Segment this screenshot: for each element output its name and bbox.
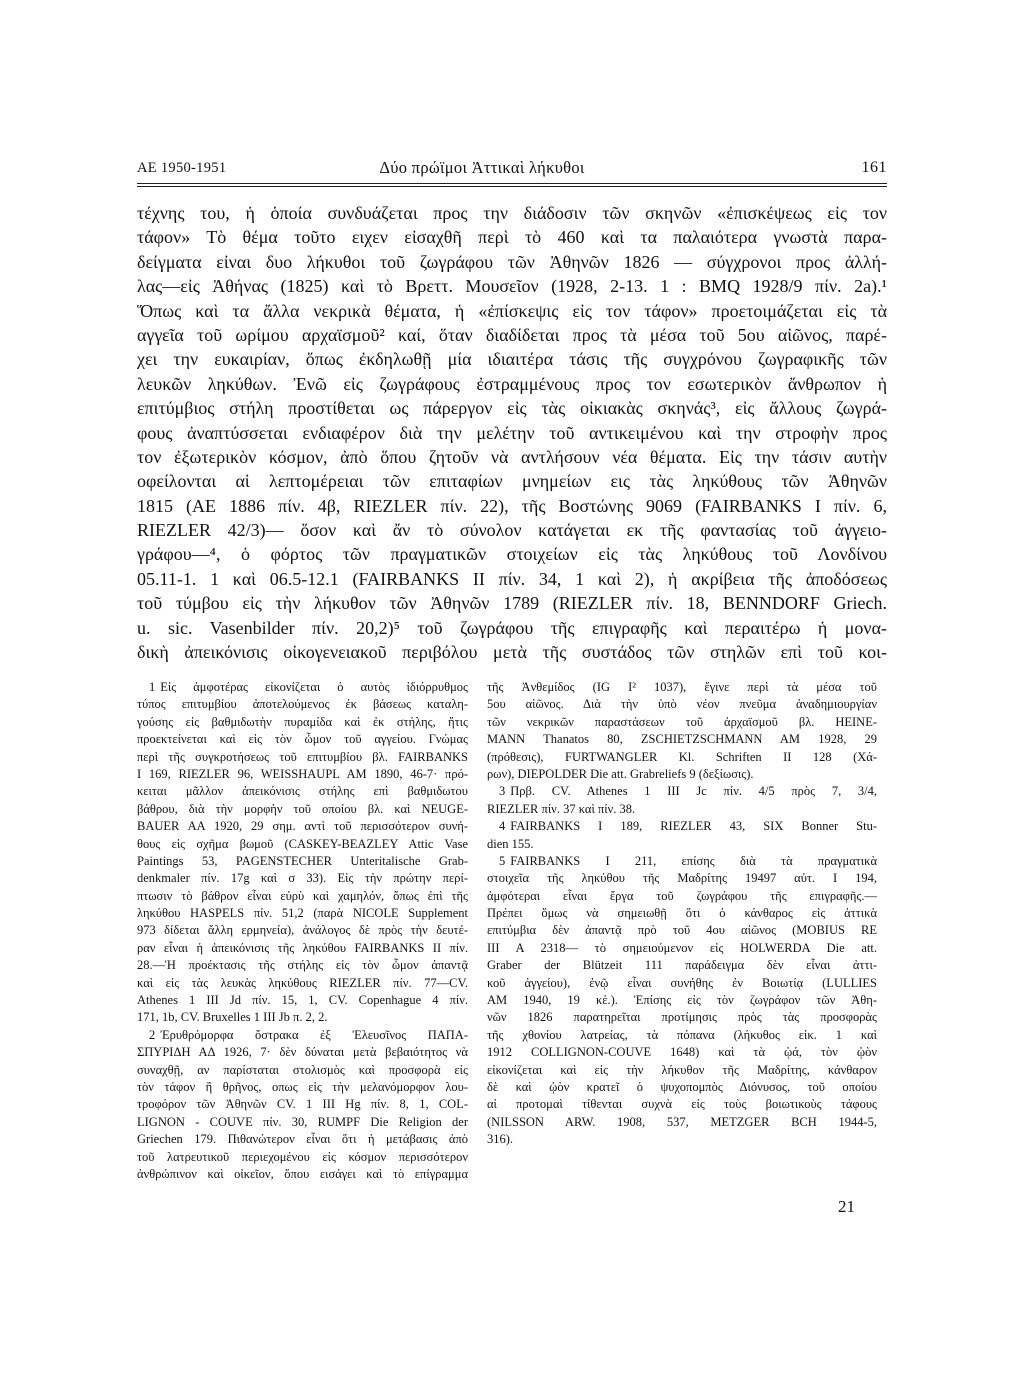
- body-line: οφείλονται αἱ λεπτομέρειαι τῶν επιταφίων μνημείων εις τὰς ληκύθους τῶν Ἀθηνῶν: [137, 471, 887, 492]
- footnote-line: 1912 COLLIGNON-COUVE 1648) καὶ τὰ ᾠά, τὸν ᾠὸν: [487, 1045, 877, 1060]
- header-rule: [137, 186, 887, 187]
- footnote-line: ἀνθρώπινον καὶ οἰκεῖον, ὅπου εισάγει καὶ τὸ επίγραμμα: [137, 1166, 468, 1181]
- footnote-line: τῆς Ἀνθεμίδος (IG I² 1037), ἔγινε περὶ τὰ μέσα τοῦ: [487, 680, 877, 694]
- footnote-line: ληκύθου HASPELS πίν. 51,2 (παρὰ NICOLE Supplement: [137, 906, 468, 921]
- footnote-1: [137, 679, 468, 1027]
- footnote-line: 5ου αἰῶνος. Διὰ τὴν ὑπὸ νέον πνεῦμα ἀναδημιουργίαν: [487, 697, 877, 712]
- footnote-line: denkmaler πίν. 17g καὶ σ 33). Εἰς τὴν πρώτην περί-: [137, 871, 468, 886]
- footnote-line: προεκτείνεται καὶ εἰς τὸν ὦμον τοῦ αγγείου. Γνώμας: [137, 732, 468, 747]
- footnote-continuation: [487, 679, 877, 783]
- footnote-line: τῶν νεκρικῶν παραστάσεων τοῦ ἀρχαϊσμοῦ βλ. HEINE-: [487, 714, 877, 729]
- footnote-number: 4: [499, 819, 506, 834]
- footnote-line: θους εἰς σχῆμα βωμοῦ (CASKEY-BEAZLEY Attic Vase: [137, 836, 468, 851]
- footnote-line: AM 1940, 19 κἑ.). Ἐπίσης εἰς τὸν ζωγράφον τῶν Ἀθη-: [487, 993, 877, 1008]
- footnote-number: 5: [499, 853, 506, 868]
- body-line: δικὴ ἀπεικόνισις οἰκογενειακοῦ περιβόλου μετὰ τῆς συστάδος τῶν στηλῶν επὶ τοῦ κοι-: [137, 642, 887, 663]
- footnote-5: [487, 853, 877, 1149]
- footnote-line: I 169, RIEZLER 96, WEISSHAUPL AM 1890, 46-7· πρό-: [137, 766, 468, 781]
- footnote-line: BAUER AA 1920, 29 σημ. αντὶ τοῦ περισσότερον συνή-: [137, 819, 468, 834]
- footnote-line: Graber der Blützeit 111 παράδειγμα δὲν εἶναι ἀττι-: [487, 958, 877, 973]
- footnote-number: 1: [149, 680, 156, 694]
- footnote-line: εἰκονίζεται καὶ εἰς τὴν λήκυθον τῆς Μαδρίτης, κάνθαρον: [487, 1062, 877, 1077]
- body-line: τον ἐξωτερικὸν κόσμον, ἀπὸ ὅπου ζητοῦν νὰ αντλήσουν νέα θέματα. Εἰς την τάσιν αυτὴν: [137, 446, 887, 467]
- footnote-line: καὶ εἰς τὰς λευκὰς ληκύθους RIEZLER πίν. 77—CV.: [137, 975, 468, 990]
- body-line: επιτύμβιος στήλη προστίθεται ως πάρεργον εἰς τὰς οἰκιακὰς σκηνάς³, εἰς ἄλλους ζωγρά-: [137, 398, 887, 419]
- body-line: τέχνης του, ἡ ὁποία συνδυάζεται προς την διάδοσιν τῶν σκηνῶν «ἐπισκέψεως εἰς τον: [137, 203, 887, 223]
- body-line: u. sic. Vasenbilder πίν. 20,2)⁵ τοῦ ζωγράφου τῆς επιγραφῆς καὶ περαιτέρω ἡ μονα-: [137, 617, 887, 638]
- body-line: φους ἀναπτύσσεται ενδιαφέρον διὰ την μελέτην τοῦ αντικειμένου καὶ την στροφὴν προς: [137, 422, 887, 443]
- footnote-line: Athenes 1 III Jd πίν. 15, 1, CV. Copenhague 4 πίν.: [137, 993, 468, 1008]
- body-line: RIEZLER 42/3)— ὅσον καὶ ἄν τὸ σύνολον κατάγεται εκ τῆς φαντασίας τοῦ ἀγγειο-: [137, 520, 887, 541]
- footnote-line: [137, 1027, 468, 1044]
- page-number: 161: [861, 159, 887, 176]
- body-line: λευκῶν ληκύθων. Ἐνῶ εἰς ζωγράφους ἐστραμμένους προς τον εσωτερικὸν ἄνθρωπον ἡ: [137, 373, 887, 394]
- footnote-line: τῆς χθονίου λατρείας, τὰ πόπανα (λήκυθος εἰκ. 1 καὶ: [487, 1027, 877, 1042]
- footnote-line: RIEZLER πίν. 37 καὶ πίν. 38.: [487, 801, 636, 816]
- footnote-line: 973 δίδεται ἄλλη ερμηνεία), ἀνάλογος δὲ πρὸς τὴν δευτέ-: [137, 923, 468, 938]
- footnote-line: (πρόθεσις), FURTWANGLER Kl. Schriften II 128 (Χά-: [487, 749, 877, 764]
- footnote-line: 171, 1b, CV. Bruxelles 1 III Jb π. 2, 2.: [137, 1010, 328, 1025]
- body-line: γράφου—⁴, ὁ φόρτος τῶν πραγματικῶν στοιχείων εἰς τὰς ληκύθους τοῦ Λονδίνου: [137, 544, 887, 565]
- body-line: λας—εἰς Ἀθήνας (1825) καὶ τὸ Βρεττ. Μουσεῖον (1928, 2-13. 1 : BMQ 1928/9 πίν. 2a).¹: [137, 276, 887, 297]
- footnote-line: ἀμφότεραι εἶναι ἔργα τοῦ ζωγράφου τῆς επιγραφῆς.—: [487, 888, 877, 903]
- footnote-line: επιτύμβια δὲν ἀπαντᾷ πρὸ τοῦ 4ου αἰῶνος (MOBIUS RE: [487, 923, 877, 938]
- footnote-line: [137, 679, 468, 696]
- body-line: 1815 (ΑΕ 1886 πίν. 4β, RIEZLER πίν. 22), τῆς Βοστώνης 9069 (FAIRBANKS I πίν. 6,: [137, 495, 887, 516]
- footnote-line: πτωσιν τὸ βάθρον εἶναι εὐρὺ καὶ χαμηλόν, ὅπως ἐπὶ τῆς: [137, 888, 468, 903]
- footnote-line: Griechen 179. Πιθανώτερον εἶναι ὅτι ἡ μετάβασις ἀπὸ: [137, 1132, 468, 1147]
- footnote-text: FAIRBANKS I 211, επίσης διὰ τὰ πραγματικὰ: [510, 853, 877, 868]
- body-line: αγγεῖα τοῦ ωρίμου αρχαϊσμοῦ² καί, ὅταν διαδίδεται προς τὰ μέσα τοῦ 5ου αἰῶνος, παρέ-: [137, 324, 887, 345]
- footnote-line: νῶν 1826 παρατηρεῖται προτίμησις πρὸς τὰς προσφορὰς: [487, 1010, 877, 1025]
- footnote-line: δὲ καὶ ᾠὸν κρατεῖ ὁ ψυχοπομπὸς Διόνυσος, τοῦ οποίου: [487, 1079, 877, 1094]
- running-head-title: Δύο πρώϊμοι Ἀττικαὶ λήκυθοι: [379, 158, 585, 177]
- body-line: Ὅπως καὶ τα ἄλλα νεκρικὰ θέματα, ἡ «ἐπίσκεψις εἰς τον τάφον» προετοιμάζεται εἰς τὰ: [137, 300, 887, 321]
- footnote-line: αἱ προτομαὶ τίθενται συχνὰ εἰς τοὺς βοιωτικοὺς τάφους: [487, 1097, 877, 1112]
- footnote-line: κειται μᾶλλον ἀπεικόνισις στήλης επὶ βαθμιδωτου: [137, 784, 468, 799]
- running-head-journal: ΑΕ 1950-1951: [137, 160, 227, 176]
- body-line: τοῦ τύμβου εἰς τὴν λήκυθον τῶν Ἀθηνῶν 1789 (RIEZLER πίν. 18, BENNDORF Griech.: [137, 593, 887, 614]
- footnote-line: ρων), DIEPOLDER Die att. Grabreliefs 9 (δεξίωσις).: [487, 766, 754, 781]
- footnotes-right-column: [487, 679, 877, 1149]
- footnote-text: Εἰς ἀμφοτέρας εἰκονίζεται ὁ αυτὸς ἰδιόρρυθμος: [160, 680, 468, 694]
- footnote-line: τύπος επιτυμβίου ἀποτελούμενος ἐκ βάσεως καταλη-: [137, 697, 468, 712]
- body-line: χει την ευκαιρίαν, ὅπως ἐκδηλωθῇ μία ιδιαιτέρα τάσις τῆς συγχρόνου ζωγραφικῆς τῶν: [137, 349, 887, 370]
- footnote-line: ΣΠΥΡΙΔΗ ΑΔ 1926, 7· δὲν δύναται μετὰ βεβαιότητος νὰ: [137, 1045, 468, 1060]
- footnote-line: τοῦ λατρευτικοῦ περιεχομένου εἰς κόσμον περισσότερον: [137, 1149, 468, 1164]
- footnote-line: στοιχεῖα τῆς ληκύθου τῆς Μαδρίτης 19497 αὐτ. I 194,: [487, 871, 877, 886]
- footnote-line: 316).: [487, 1132, 514, 1147]
- body-line: 05.11-1. 1 καὶ 06.5-12.1 (FAIRBANKS II πίν. 34, 1 καὶ 2), ἡ ακρίβεια τῆς ἀποδόσεως: [137, 568, 887, 589]
- footnote-line: III A 2318— τὸ σημειούμενον εἰς HOLWERDA Die att.: [487, 940, 877, 955]
- footnote-line: [487, 853, 877, 870]
- footnote-2: [137, 1027, 468, 1184]
- footnote-3: [487, 783, 877, 818]
- footnotes-left-column: [137, 679, 468, 1183]
- footnote-line: συναχθῇ, αν παρίσταται στολισμὸς καὶ προσφορὰ εἰς: [137, 1062, 468, 1077]
- footnote-text: FAIRBANKS I 189, RIEZLER 43, SIX Bonner Stu-: [510, 819, 877, 834]
- footnote-line: dien 155.: [487, 836, 534, 851]
- footnote-line: τὸν τάφον ἢ θρῆνος, οπως εἰς τὴν μελανόμορφον λου-: [137, 1079, 468, 1094]
- footnote-line: γούσης εἰς βαθμιδωτὴν πυραμίδα καὶ ἐκ στήλης, ἥτις: [137, 714, 468, 729]
- footnote-line: ραν εἶναι ἡ ἀπεικόνισις τῆς ληκύθου FAIRBANKS II πίν.: [137, 940, 468, 955]
- footnote-number: 2: [149, 1027, 156, 1042]
- footnote-line: 28.—Ἡ προέκτασις τῆς στήλης εἰς τὸν ὦμον ἀπαντᾷ: [137, 958, 468, 973]
- sheet-signature: 21: [838, 1197, 855, 1216]
- footnote-line: [487, 783, 877, 800]
- footnote-text: Πρβ. CV. Athenes 1 III Jc πίν. 4/5 πρὸς 7, 3/4,: [510, 784, 877, 799]
- footnote-line: LIGNON - COUVE πίν. 30, RUMPF Die Religion der: [137, 1114, 468, 1129]
- footnote-line: Πρέπει ὅμως νὰ σημειωθῇ ὅτι ὁ κάνθαρος εἰς ἀττικὰ: [487, 906, 877, 921]
- footnote-line: περὶ τῆς συγκροτήσεως τοῦ επιτυμβίου βλ. FAIRBANKS: [137, 749, 468, 764]
- main-text: [137, 201, 887, 664]
- header-rule: [137, 183, 887, 184]
- footnote-line: βάθρου, διὰ τὴν μορφὴν τοῦ οποίου βλ. καὶ NEUGE-: [137, 801, 468, 816]
- footnote-line: κοῦ ἀγγείου), ἐνῷ εἶναι συνήθης ἐν Βοιωτίᾳ (LULLIES: [487, 975, 877, 990]
- footnote-line: [487, 818, 877, 835]
- footnote-line: MANN Thanatos 80, ZSCHIETZSCHMANN AM 1928, 29: [487, 732, 877, 747]
- footnote-4: [487, 818, 877, 853]
- body-line: δείγματα εἰναι δυο λήκυθοι τοῦ ζωγράφου τῶν Ἀθηνῶν 1826 — σύγχρονοι προς ἀλλή-: [137, 251, 887, 272]
- body-line: τάφον» Τὸ θέμα τοῦτο ειχεν εἰσαχθῆ περὶ τὸ 460 καὶ τα παλαιότερα γνωστὰ παρα-: [137, 227, 887, 248]
- footnote-line: Paintings 53, PAGENSTECHER Unteritalische Grab-: [137, 853, 468, 868]
- footnote-number: 3: [499, 784, 506, 799]
- footnote-line: (NILSSON ARW. 1908, 537, METZGER BCH 1944-5,: [487, 1114, 877, 1129]
- footnote-text: Ἐρυθρόμορφα ὄστρακα ἐξ Ἐλευσῖνος ΠΑΠΑ-: [160, 1027, 468, 1042]
- footnote-line: τροφόρον τῶν Ἀθηνῶν CV. 1 III Hg πίν. 8, 1, COL-: [137, 1097, 468, 1112]
